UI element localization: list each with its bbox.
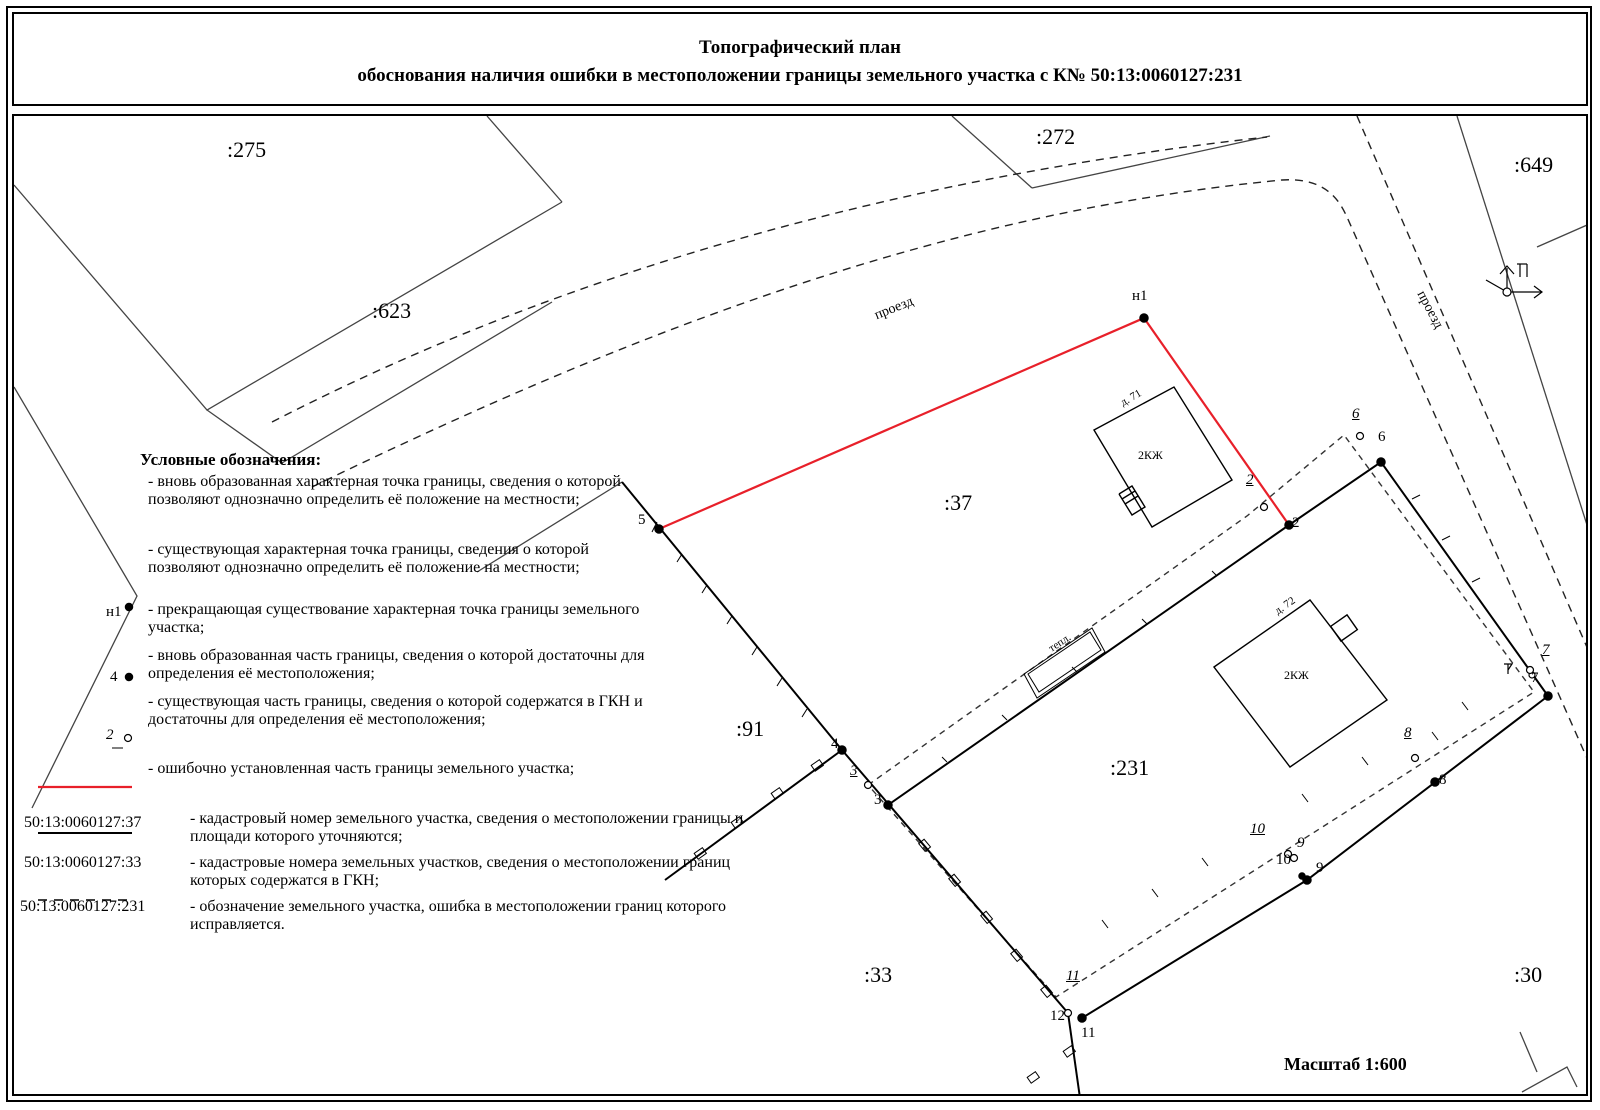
legend-sym-new-point: н1 — [106, 604, 122, 620]
building-72-annex — [1331, 615, 1358, 641]
parcel-30-edge — [1520, 1032, 1537, 1072]
parcel-37-label: :37 — [944, 490, 973, 515]
title-line-2: обоснования наличия ошибки в местоположении границы земельного участка с К№ 50:13:0060127:231 — [357, 65, 1243, 86]
legend-sym-existing-point: 4 — [110, 669, 118, 685]
parcel-649-label: :649 — [1514, 152, 1554, 177]
parcel-623-label: :623 — [372, 298, 412, 323]
road-label-1: проезд — [872, 294, 916, 324]
building-72 — [1214, 600, 1387, 767]
point-11 — [1078, 1014, 1086, 1022]
boundary-231-south — [1082, 696, 1548, 1018]
building-71-number: д. 71 — [1118, 387, 1144, 409]
label-9-old: 9 — [1297, 835, 1305, 851]
boundary-bottom-tail — [1068, 1013, 1080, 1096]
legend-title: Условные обозначения: — [140, 450, 322, 469]
label-4: 4 — [831, 736, 839, 752]
legend-item-new-line: - вновь образованная часть границы, сведения о которой достаточны для определения её местоположения; — [148, 647, 645, 682]
error-boundary — [868, 435, 1534, 997]
point-7 — [1544, 692, 1552, 700]
legend-item-new-point: - вновь образованная характерная точка границы, сведения о которой позволяют однозначно определить её положение на местности; — [148, 473, 621, 508]
point-3 — [884, 801, 892, 809]
label-7-old: 7 — [1542, 642, 1550, 658]
legend-item-existing-line: - существующая часть границы, сведения о которой содержатся в ГКН и достаточны для определения её местоположения; — [148, 693, 643, 728]
legend-item-error-line: - ошибочно установленная часть границы земельного участка; — [148, 760, 575, 777]
label-8-old: 8 — [1404, 725, 1412, 741]
scale-label: Масштаб 1:600 — [1284, 1054, 1407, 1074]
legend-code-3: 50:13:0060127:231 — [20, 898, 146, 915]
building-71 — [1094, 387, 1232, 527]
label-6: 6 — [1378, 429, 1386, 445]
legend-item-existing-point: - существующая характерная точка границы, сведения о которой позволяют однозначно определить её положение на местности; — [148, 541, 589, 576]
legend-code-2: 50:13:0060127:33 — [24, 854, 142, 871]
point-5 — [655, 525, 663, 533]
point-n1 — [1140, 314, 1148, 322]
corner-structure — [1522, 1067, 1577, 1092]
road-right — [1357, 116, 1588, 682]
parcel-91-label: :91 — [736, 716, 765, 741]
point-6 — [1377, 458, 1385, 466]
building-71-type: 2КЖ — [1138, 448, 1163, 462]
title-line-1: Топографический план — [698, 37, 901, 58]
point-10 — [1299, 873, 1305, 879]
label-6-old: 6 — [1352, 406, 1360, 422]
existing-boundaries — [622, 462, 1548, 1096]
ceasing-points — [865, 433, 1534, 1017]
point-8 — [1431, 778, 1439, 786]
label-5: 5 — [638, 512, 646, 528]
label-10-old: 10 — [1250, 821, 1265, 837]
legend-code-3-text: - обозначение земельного участка, ошибка в местоположении границ которого исправляется. — [190, 898, 727, 933]
label-7: 7 — [1531, 670, 1539, 686]
parcel-623-outline — [14, 185, 562, 410]
point-4 — [838, 746, 846, 754]
old-point-8 — [1412, 755, 1419, 762]
parcel-231-label: :231 — [1110, 755, 1150, 780]
legend-sym-ceasing-point: 2 — [106, 727, 114, 743]
building-72-number: д. 72 — [1272, 594, 1298, 618]
fence-marks — [652, 495, 1480, 1083]
parcel-272-label: :272 — [1036, 124, 1076, 149]
road-lines — [272, 116, 1588, 792]
road-label-2: проезд — [1413, 288, 1446, 332]
label-n1: н1 — [1132, 288, 1148, 304]
parcel-33-label: :33 — [864, 962, 893, 987]
legend-item-ceasing-point: - прекращающая существование характерная точка границы земельного участка; — [148, 601, 640, 636]
boundary-231-north — [888, 462, 1548, 805]
north-arrow — [1486, 264, 1542, 298]
parcel-left-boundary — [14, 387, 137, 808]
legend-code-1: 50:13:0060127:37 — [24, 814, 142, 831]
label-3-old: 3 — [850, 763, 858, 779]
parcel-275-edge — [487, 116, 562, 202]
old-point-6 — [1357, 433, 1364, 440]
map-area — [12, 114, 1588, 1096]
new-boundary — [659, 318, 1289, 529]
parcel-649-left — [1457, 116, 1588, 547]
building-72-type: 2КЖ — [1284, 668, 1309, 682]
label-2: 2 — [1292, 515, 1300, 531]
parcel-623-inner — [207, 302, 552, 463]
greenhouse-label: тепл. — [1046, 631, 1074, 655]
label-3: 3 — [874, 792, 882, 808]
parcel-649-bottom — [1537, 222, 1588, 247]
label-11-old: 11 — [1066, 968, 1080, 984]
label-10: 10 — [1276, 852, 1291, 868]
label-11: 11 — [1081, 1025, 1096, 1041]
old-point-11 — [1065, 1010, 1072, 1017]
parcel-272-left — [952, 116, 1032, 188]
parcel-30-label: :30 — [1514, 962, 1543, 987]
legend-code-1-text: - кадастровый номер земельного участка, сведения о местоположении границы и площади которого уточняются; — [190, 810, 744, 845]
title-block — [12, 12, 1588, 106]
label-12: 12 — [1050, 1008, 1065, 1024]
label-8: 8 — [1439, 772, 1447, 788]
old-point-2 — [1261, 504, 1268, 511]
old-point-3 — [865, 782, 872, 789]
legend-code-2-text: - кадастровые номера земельных участков, сведения о местоположении границ которых содержатся в ГКН; — [190, 854, 731, 889]
label-2-old: 2 — [1246, 472, 1254, 488]
label-9: 9 — [1316, 860, 1324, 876]
parcel-275-label: :275 — [227, 137, 267, 162]
